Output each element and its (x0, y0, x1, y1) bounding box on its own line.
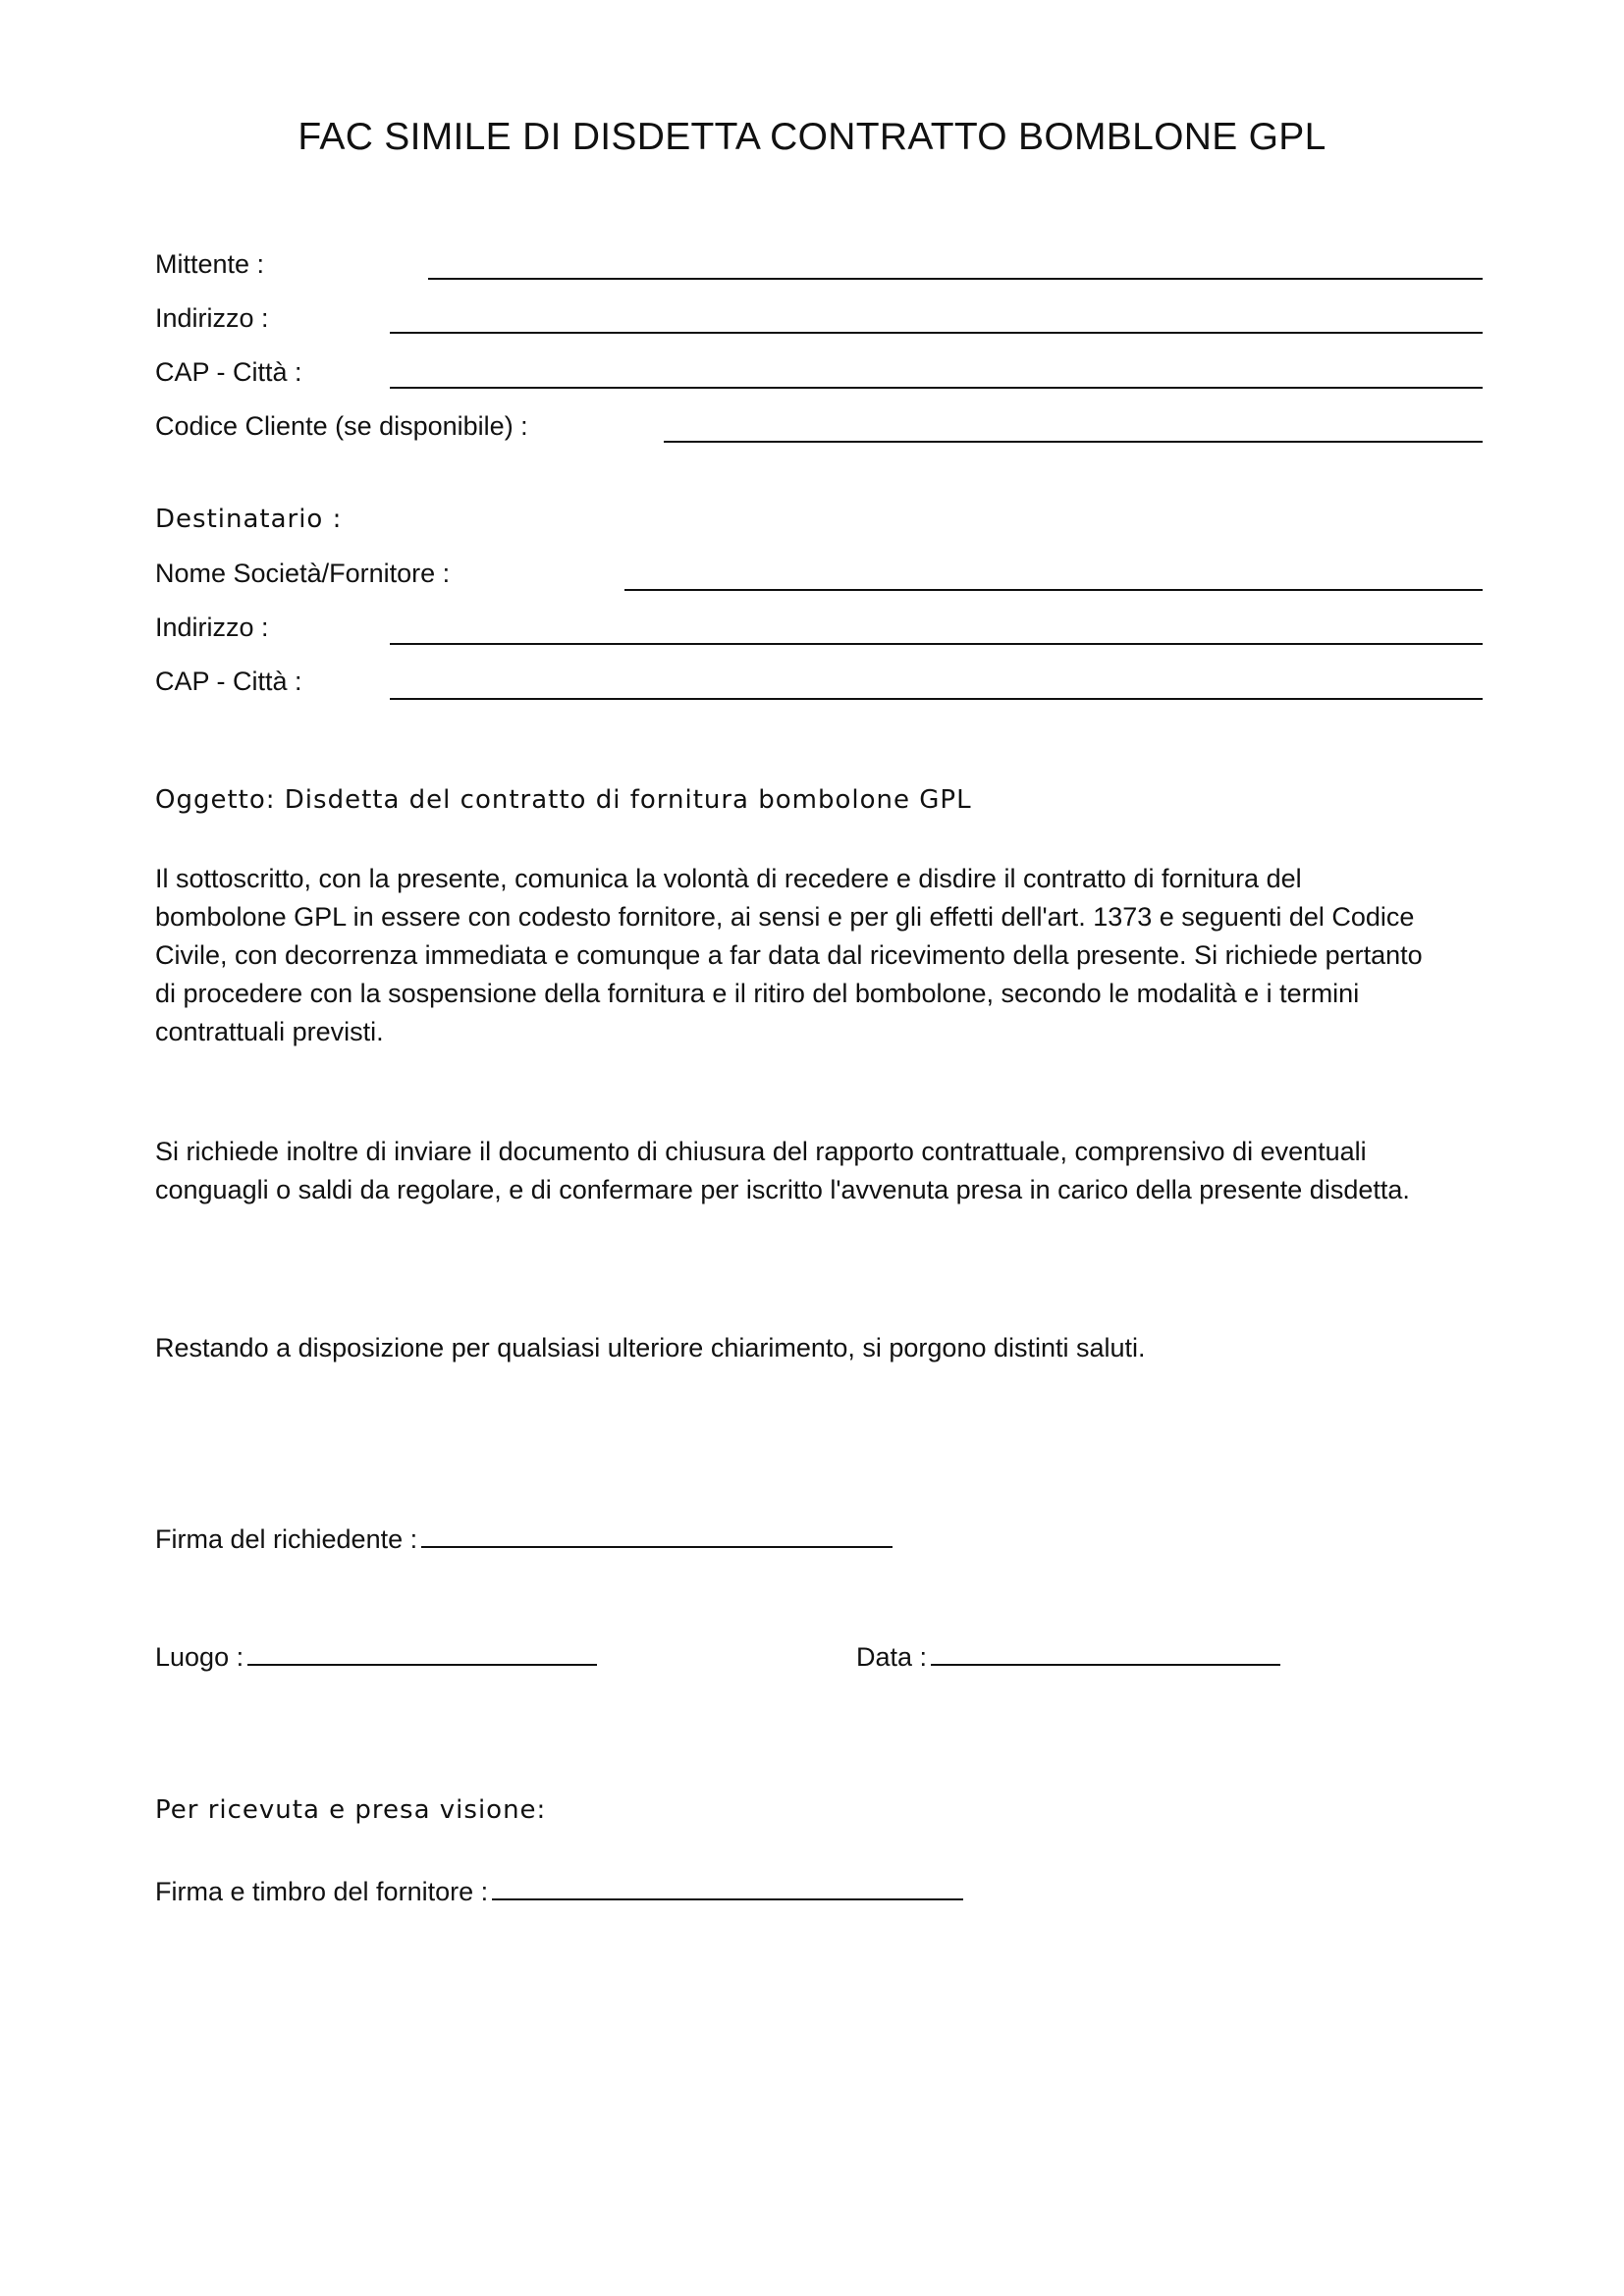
destinatario-cap-citta-label: CAP - Città : (155, 667, 302, 696)
indirizzo-label: Indirizzo : (155, 303, 269, 333)
body-paragraph-2: Si richiede inoltre di inviare il documento di chiusura del rapporto contrattuale, comprensivo di eventuali conguagli o saldi da regolare, e di confermare per iscritto l'avvenuta presa in carico della presente disdetta. (155, 1137, 1410, 1204)
firma-richiedente-label: Firma del richiedente : (155, 1524, 418, 1554)
firma-fornitore-field-line[interactable] (492, 1877, 963, 1900)
codice-cliente-label: Codice Cliente (se disponibile) : (155, 411, 528, 441)
ricevuta-heading: Per ricevuta e presa visione: (155, 1795, 547, 1825)
mittente-label: Mittente : (155, 249, 265, 279)
destinatario-cap-citta-field-line[interactable] (390, 698, 1483, 700)
indirizzo-field-line[interactable] (390, 332, 1483, 334)
destinatario-heading: Destinatario : (155, 505, 343, 534)
nome-societa-label: Nome Società/Fornitore : (155, 559, 451, 588)
mittente-field-line[interactable] (428, 278, 1483, 280)
closing-paragraph: Restando a disposizione per qualsiasi ulteriore chiarimento, si porgono distinti saluti. (155, 1333, 1146, 1362)
data-row (856, 1642, 1280, 1671)
firma-fornitore-label: Firma e timbro del fornitore : (155, 1877, 489, 1906)
luogo-label: Luogo : (155, 1642, 244, 1672)
cap-citta-field-line[interactable] (390, 387, 1483, 389)
firma-richiedente-row (155, 1524, 893, 1553)
destinatario-indirizzo-field-line[interactable] (390, 643, 1483, 645)
document-title: FAC SIMILE DI DISDETTA CONTRATTO BOMBLONE GPL (298, 116, 1326, 158)
firma-richiedente-field-line[interactable] (421, 1524, 893, 1548)
data-field-line[interactable] (931, 1642, 1280, 1666)
data-label: Data : (856, 1642, 928, 1672)
nome-societa-field-line[interactable] (624, 589, 1483, 591)
luogo-row (155, 1642, 597, 1671)
subject-line: Oggetto: Disdetta del contratto di fornitura bombolone GPL (155, 785, 972, 815)
destinatario-indirizzo-label: Indirizzo : (155, 613, 269, 642)
codice-cliente-field-line[interactable] (664, 441, 1483, 443)
luogo-field-line[interactable] (247, 1642, 597, 1666)
firma-fornitore-row (155, 1877, 963, 1905)
cap-citta-label: CAP - Città : (155, 357, 302, 387)
body-paragraph-1: Il sottoscritto, con la presente, comunica la volontà di recedere e disdire il contratto di fornitura del bombolone GPL in essere con codesto fornitore, ai sensi e per gli effetti dell'art. 1373 e seguenti del Codice Civile, con decorrenza immediata e comunque a far data dal ricevimento della presente. Si richiede pertanto di procedere con la sospensione della fornitura e il ritiro del bombolone, secondo le modalità e i termini contrattuali previsti. (155, 864, 1423, 1046)
